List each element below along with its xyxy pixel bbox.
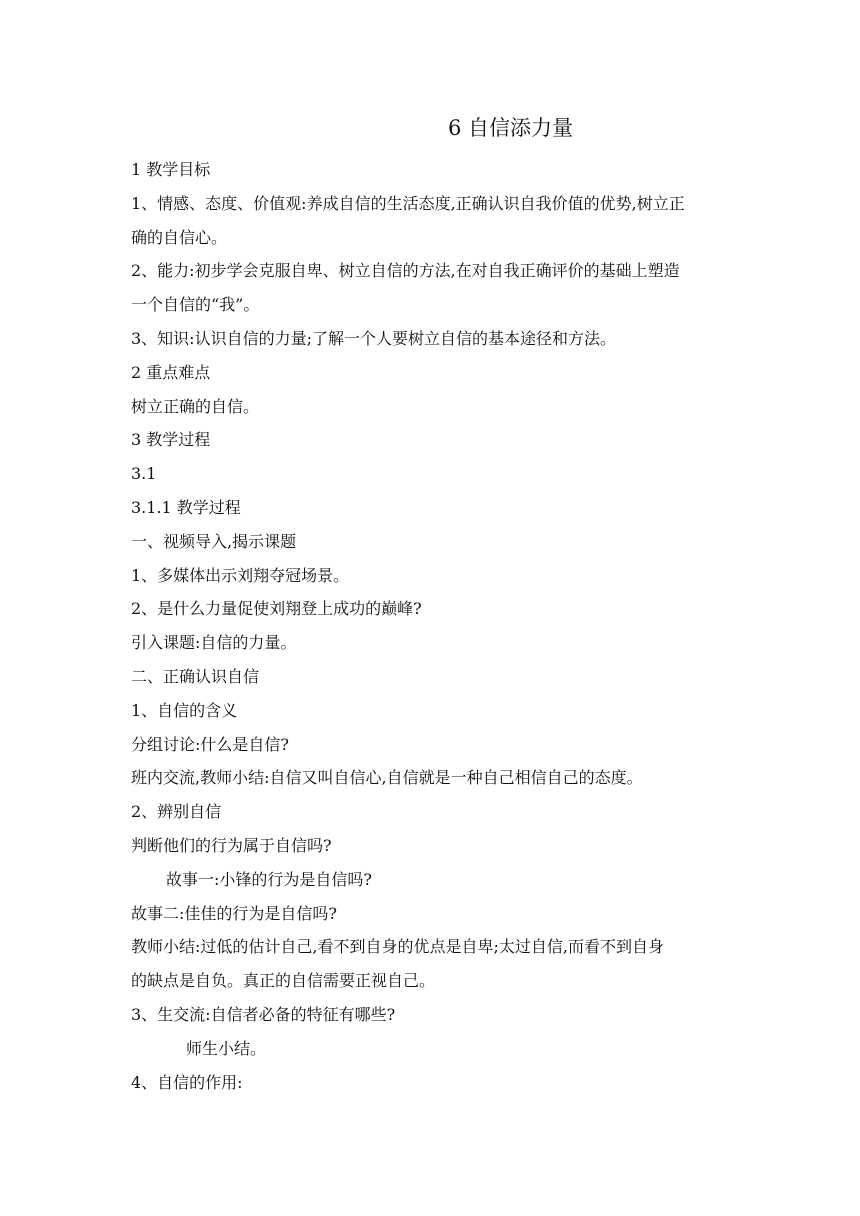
text-line: 3、生交流:自信者必备的特征有哪些? [131, 1004, 396, 1024]
text-line: 一个自信的“我”。 [131, 295, 260, 315]
text-line: 故事一:小锋的行为是自信吗? [166, 869, 372, 889]
text-line: 2 重点难点 [131, 362, 211, 382]
text-line: 教师小结:过低的估计自己,看不到自身的优点是自卑;太过自信,而看不到自身 [131, 937, 664, 957]
text-line: 3.1.1 教学过程 [131, 497, 241, 517]
document-title: 6 自信添力量 [448, 116, 574, 140]
text-line: 引入课题:自信的力量。 [131, 633, 297, 653]
text-line: 3、知识:认识自信的力量;了解一个人要树立自信的基本途径和方法。 [131, 328, 616, 348]
text-line: 1、自信的含义 [131, 700, 238, 720]
text-line: 树立正确的自信。 [131, 396, 260, 416]
text-line: 班内交流,教师小结:自信又叫自信心,自信就是一种自己相信自己的态度。 [131, 768, 643, 788]
text-line: 二、正确认识自信 [131, 666, 260, 686]
text-line: 1 教学目标 [131, 160, 211, 179]
text-line: 一、视频导入,揭示课题 [131, 531, 297, 551]
text-line: 故事二:佳佳的行为是自信吗? [131, 903, 337, 923]
text-line: 3 教学过程 [131, 430, 211, 450]
text-line: 2、是什么力量促使刘翔登上成功的巅峰? [131, 599, 422, 619]
text-line: 1、多媒体出示刘翔夺冠场景。 [131, 565, 350, 585]
text-line: 分组讨论:什么是自信? [131, 734, 289, 754]
text-line: 4、自信的作用: [131, 1072, 243, 1092]
document-body [131, 153, 741, 1099]
text-line: 的缺点是自负。真正的自信需要正视自己。 [131, 971, 436, 991]
text-line: 确的自信心。 [131, 227, 228, 247]
text-line: 师生小结。 [186, 1038, 267, 1058]
text-line: 1、情感、态度、价值观:养成自信的生活态度,正确认识自我价值的优势,树立正 [131, 193, 685, 213]
text-line: 判断他们的行为属于自信吗? [131, 835, 332, 855]
text-line: 3.1 [131, 464, 157, 484]
text-line: 2、辨别自信 [131, 802, 222, 822]
text-line: 2、能力:初步学会克服自卑、树立自信的方法,在对自我正确评价的基础上塑造 [131, 261, 680, 281]
